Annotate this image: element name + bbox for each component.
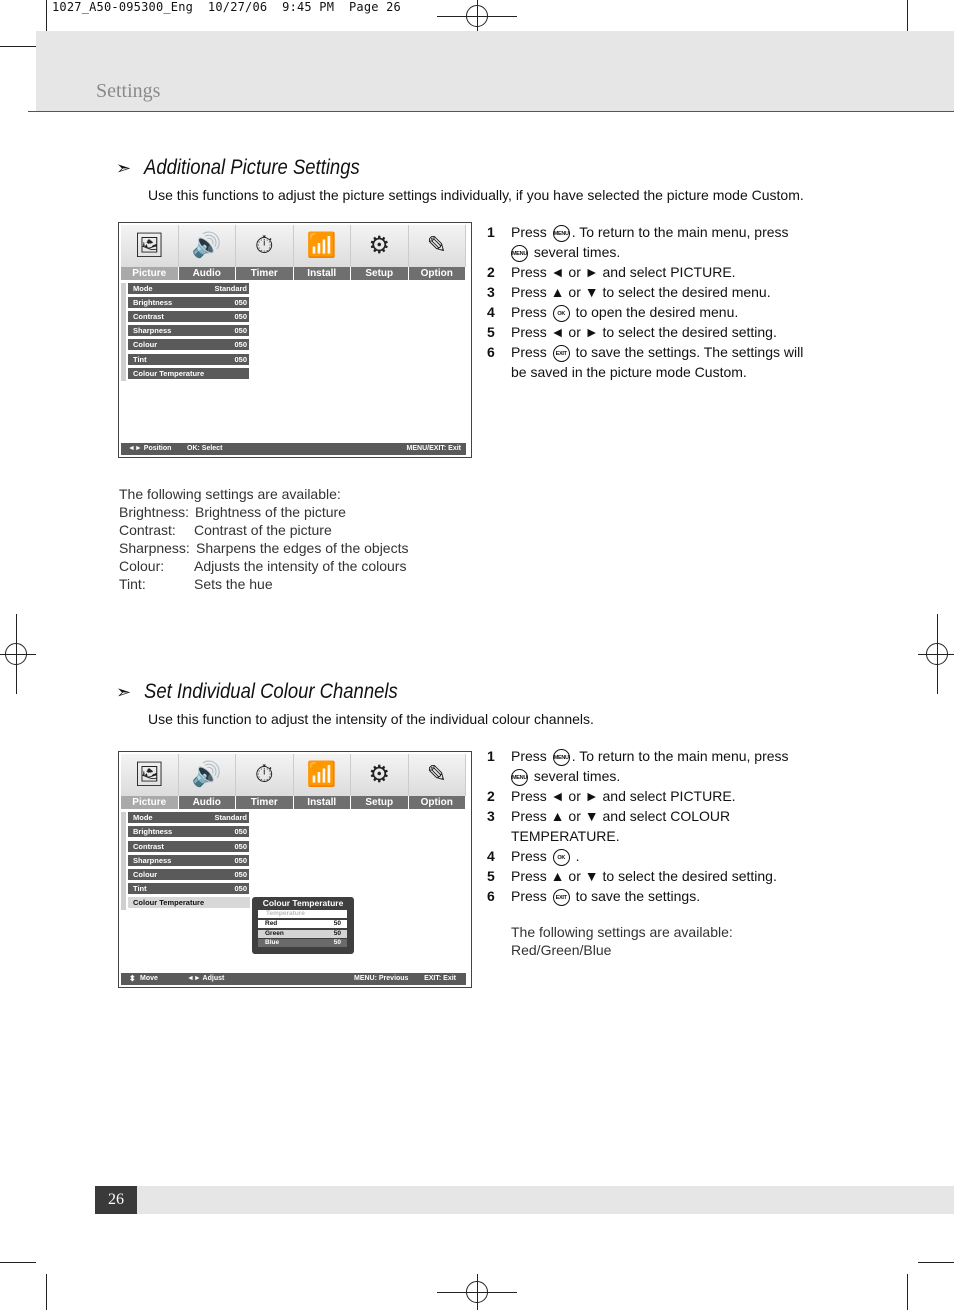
osd-tab-setup: Setup — [351, 796, 409, 809]
osd-tab-picture: Picture — [121, 267, 179, 280]
osd-tab-timer: Timer — [236, 267, 294, 280]
section-heading: Additional Picture Settings — [144, 156, 360, 179]
picture-tab-icon: 🖼 — [121, 754, 179, 796]
osd-menu-row: Sharpness 050 — [128, 855, 249, 866]
osd-menu-row: Brightness 050 — [128, 826, 249, 837]
osd-menu-row: Colour 050 — [128, 339, 249, 350]
audio-tab-icon: 🔊 — [179, 754, 237, 796]
option-tab-icon: ✎ — [409, 754, 467, 796]
section-label: Settings — [96, 80, 161, 102]
osd-tab-icons — [121, 754, 466, 796]
menu-button-icon: MENU — [511, 769, 528, 786]
install-tab-icon: 📶 — [294, 754, 352, 796]
osd-menu-row: Mode Standard — [128, 283, 249, 294]
registration-target-icon — [5, 643, 27, 665]
osd-menu-row: Brightness 050 — [128, 297, 249, 308]
popup-row: Blue 50 — [258, 939, 347, 947]
up-down-arrow-icon: ⬍ — [129, 974, 136, 983]
registration-target-icon — [926, 643, 948, 665]
menu-button-icon: MENU — [553, 749, 570, 766]
option-tab-icon: ✎ — [409, 225, 467, 267]
header-rule — [28, 111, 954, 112]
osd-screen-picture-menu — [118, 222, 472, 458]
timer-tab-icon: ⏱ — [236, 754, 294, 796]
osd-tab-option: Option — [409, 267, 467, 280]
osd-tab-option: Option — [409, 796, 467, 809]
osd-menu-row: Contrast 050 — [128, 311, 249, 322]
osd-tab-picture: Picture — [121, 796, 179, 809]
osd-tab-labels — [121, 267, 466, 280]
registration-target-icon — [466, 5, 488, 27]
install-tab-icon: 📶 — [294, 225, 352, 267]
osd-screen-colour-temperature — [118, 751, 472, 988]
osd-footer: ⬍ Move ◄► Adjust MENU: Previous EXIT: Exit — [121, 973, 466, 985]
menu-button-icon: MENU — [553, 225, 570, 242]
ok-button-icon: OK — [553, 849, 570, 866]
steps-list: 1 Press MENU . To return to the main menu, press MENU several times. 2 Press ◄ or ► and select PICTURE. 3 Press ▲ or ▼ and select COLOUR TEMPERATURE. 4 Press OK . 5 Press ▲ or ▼ to select the desired setting. 6 Press EXIT to save the settings. The following settings are available: Red/Green/Blue — [487, 748, 789, 958]
crop-mark — [46, 1274, 47, 1310]
exit-button-icon: EXIT — [553, 345, 570, 362]
section-heading: Set Individual Colour Channels — [144, 680, 398, 703]
footer-band — [137, 1186, 954, 1214]
osd-menu-row: Colour 050 — [128, 869, 249, 880]
osd-tab-audio: Audio — [179, 267, 237, 280]
osd-menu-row: Tint 050 — [128, 883, 249, 894]
osd-menu-row: Sharpness 050 — [128, 325, 249, 336]
osd-menu-row: Contrast 050 — [128, 841, 249, 852]
ok-button-icon: OK — [553, 305, 570, 322]
osd-menu-row: Tint 050 — [128, 354, 249, 365]
arrow-bullet-icon: ➣ — [116, 682, 132, 702]
osd-tab-install: Install — [294, 796, 352, 809]
page-number: 26 — [95, 1186, 137, 1214]
osd-tab-icons — [121, 225, 466, 267]
osd-menu-list — [121, 283, 249, 383]
print-slug: 1027_A50-095300_Eng 10/27/06 9:45 PM Page 26 — [52, 0, 401, 14]
osd-tab-labels — [121, 796, 466, 809]
steps-list: 1 Press MENU . To return to the main menu, press MENU several times. 2 Press ◄ or ► and select PICTURE. 3 Press ▲ or ▼ to select the desired menu. 4 Press OK to open the desired menu. 5 Press ◄ or ► to select the desired setting. 6 Press EXIT to save the settings. The settings will be saved in the picture mode Custom. — [487, 224, 804, 380]
setup-tab-icon: ⚙ — [351, 754, 409, 796]
section-intro: Use this function to adjust the intensity of the individual colour channels. — [148, 711, 594, 727]
osd-tab-timer: Timer — [236, 796, 294, 809]
osd-menu-row-selected: Colour Temperature — [128, 897, 250, 908]
osd-footer: ◄► Position OK: Select MENU/EXIT: Exit — [121, 443, 466, 455]
exit-button-icon: EXIT — [553, 889, 570, 906]
arrow-bullet-icon: ➣ — [116, 158, 132, 178]
audio-tab-icon: 🔊 — [179, 225, 237, 267]
header-band — [36, 31, 954, 112]
section-intro: Use this functions to adjust the picture settings individually, if you have selected the picture mode Custom. — [148, 187, 804, 203]
crop-mark — [907, 1274, 908, 1310]
timer-tab-icon: ⏱ — [236, 225, 294, 267]
colour-temperature-popup: Colour Temperature Temperature Red 50 Green 50 Blue 50 — [252, 897, 354, 954]
menu-button-icon: MENU — [511, 245, 528, 262]
osd-menu-row: Mode Standard — [128, 812, 249, 823]
available-settings: The following settings are available: Brightness: Brightness of the picture Contrast: Contrast of the picture Sharpness: Sharpens the edges of the objects Colour: Adjusts the intensity of the colours Tint: Sets the hue — [119, 486, 409, 592]
osd-menu-row: Colour Temperature — [128, 368, 249, 379]
crop-mark — [0, 46, 36, 47]
setup-tab-icon: ⚙ — [351, 225, 409, 267]
osd-tab-setup: Setup — [351, 267, 409, 280]
popup-row-selected: Red 50 — [258, 920, 347, 928]
crop-mark — [918, 1262, 954, 1263]
popup-row: Green 50 — [258, 930, 347, 938]
osd-menu-list — [121, 812, 249, 912]
osd-tab-install: Install — [294, 267, 352, 280]
registration-target-icon — [466, 1281, 488, 1303]
popup-row: Temperature — [258, 910, 347, 918]
picture-tab-icon: 🖼 — [121, 225, 179, 267]
crop-mark — [0, 1262, 36, 1263]
osd-tab-audio: Audio — [179, 796, 237, 809]
